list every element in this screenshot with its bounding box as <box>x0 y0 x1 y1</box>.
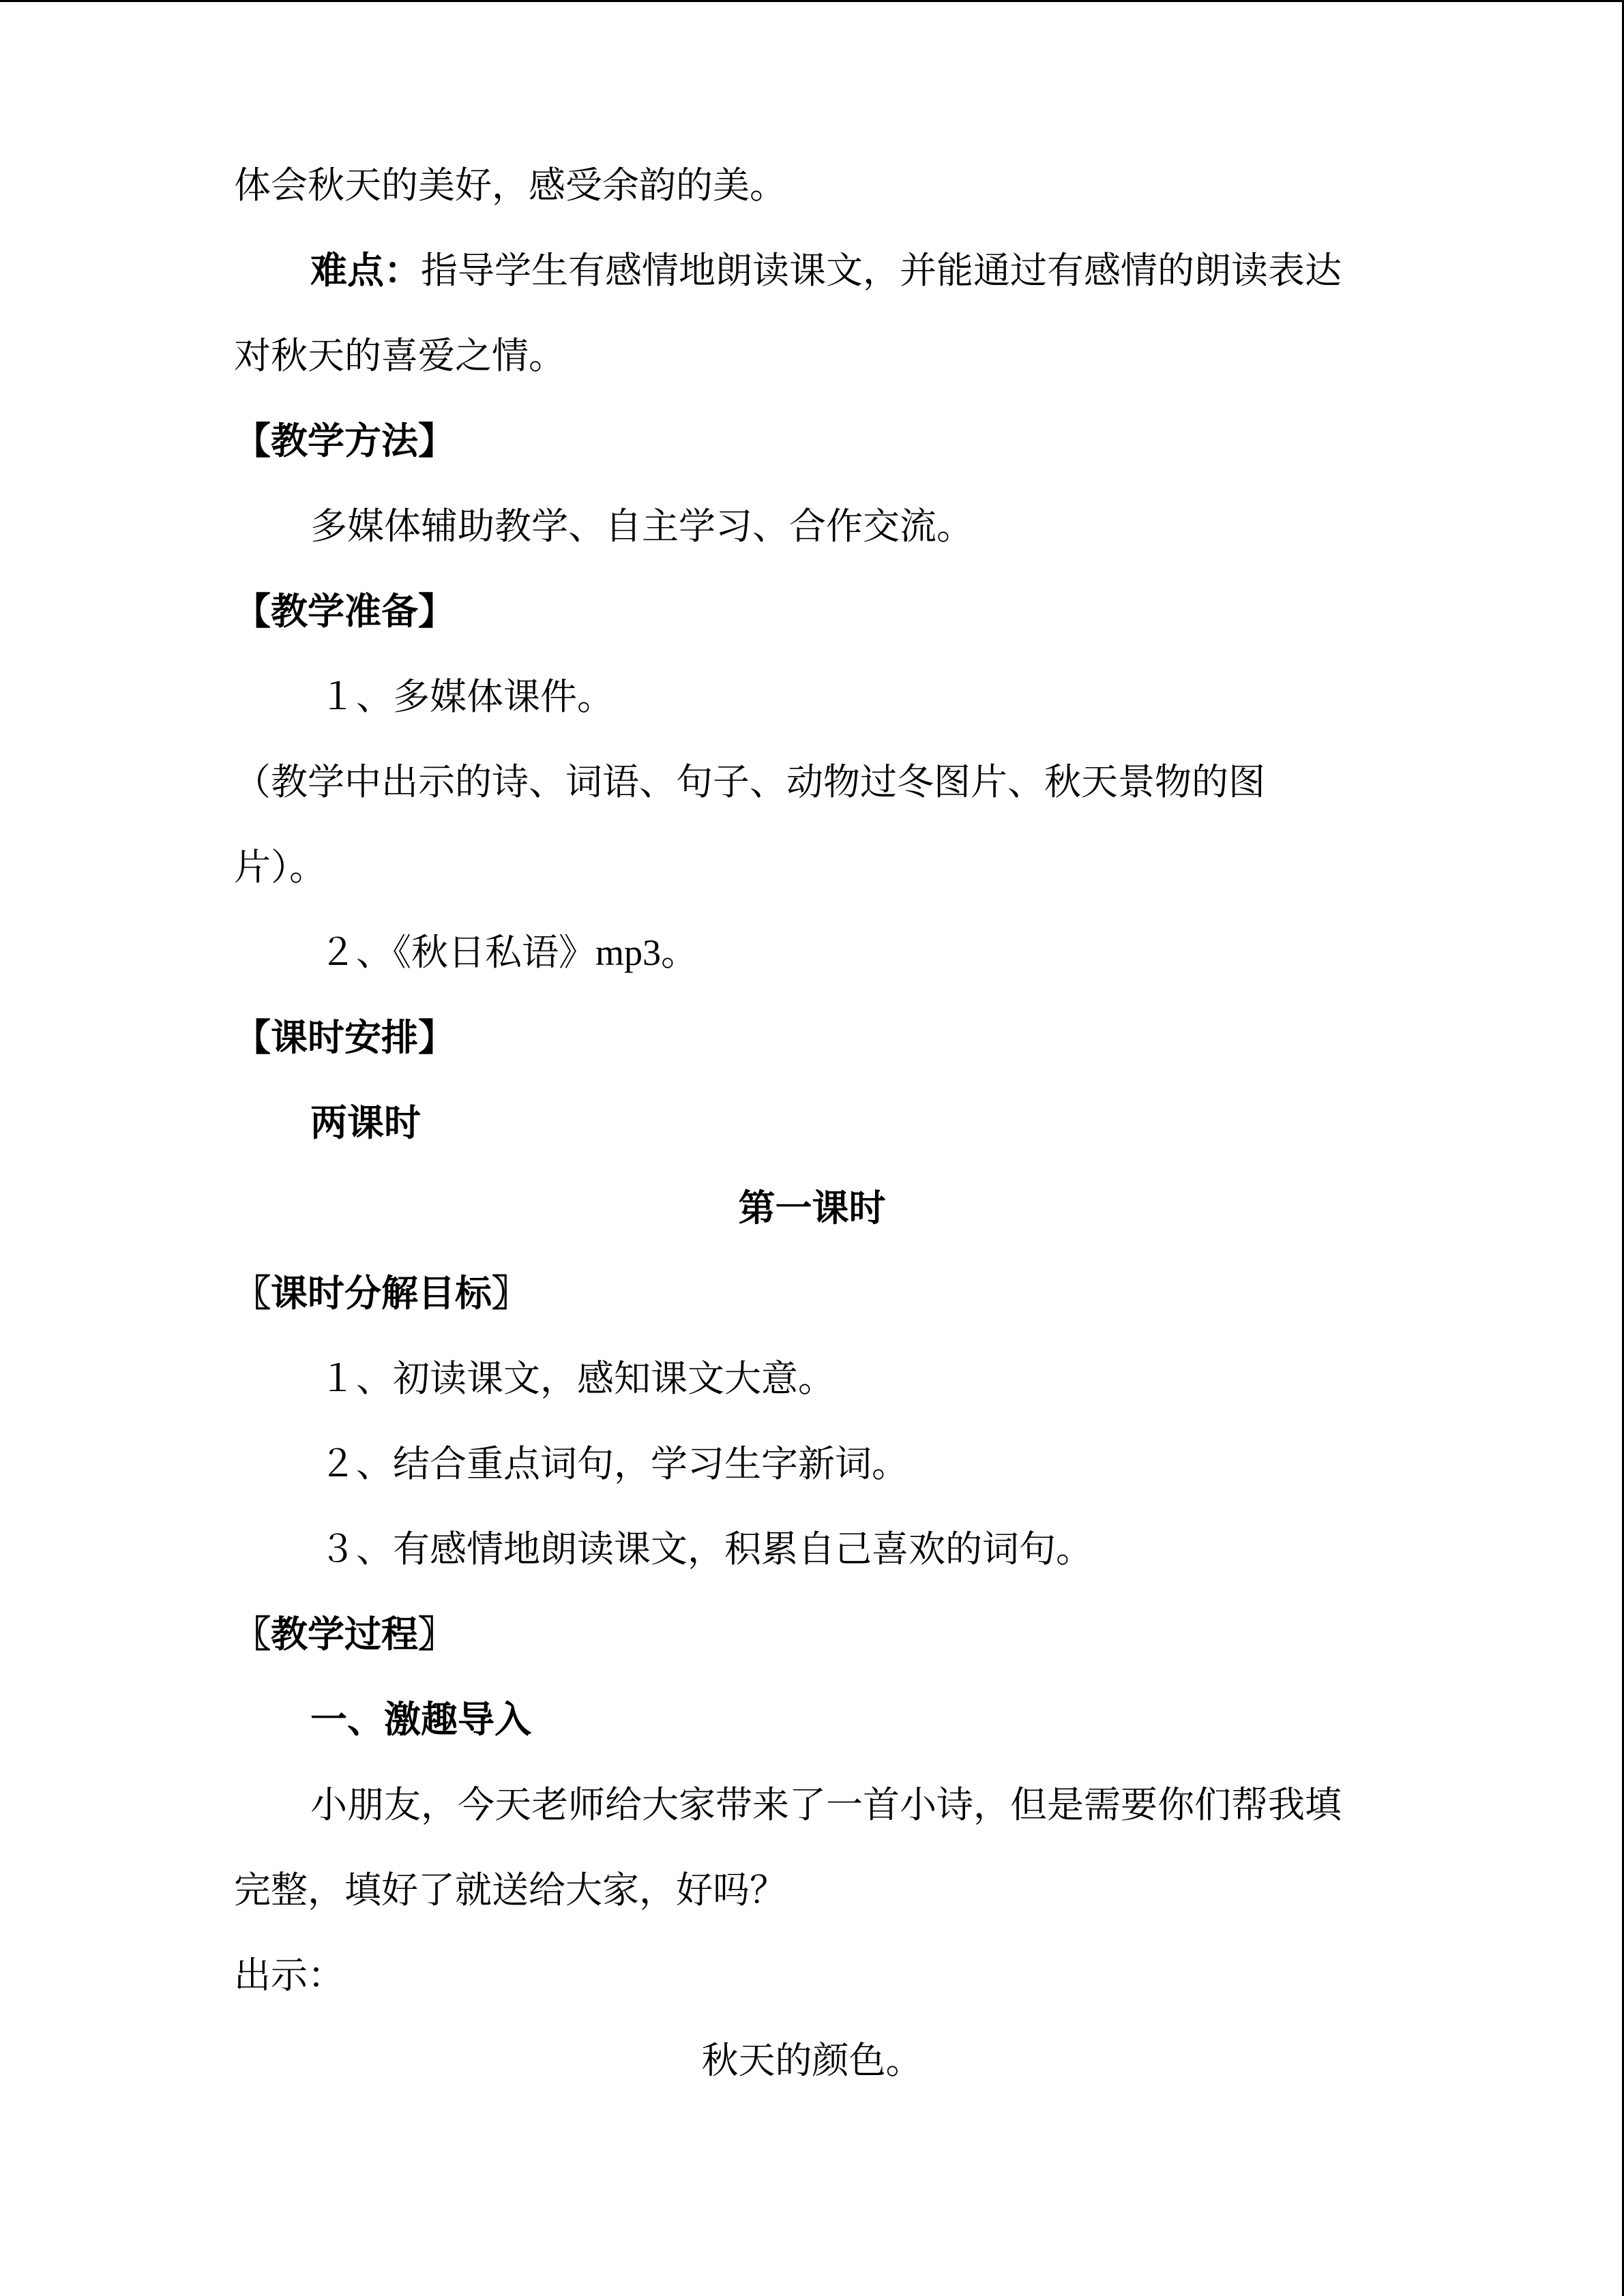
preparation-item-1-note-line2: 片）。 <box>234 847 326 888</box>
intro-line2: 完整，填好了就送给大家，好吗？ <box>234 1870 786 1911</box>
page-top-border <box>0 0 1624 2</box>
lesson-one-title: 第一课时 <box>738 1188 886 1229</box>
methods-heading: 【教学方法】 <box>234 421 455 462</box>
goal-item-2: ２、结合重点词句，学习生字新词。 <box>319 1444 909 1485</box>
preparation-item-1: １、多媒体课件。 <box>319 676 614 717</box>
document-body <box>234 143 1390 2104</box>
goal-item-3: ３、有感情地朗读课文，积累自己喜欢的词句。 <box>319 1529 1093 1570</box>
schedule-content: 两课时 <box>310 1103 421 1144</box>
difficulty-label: 难点： <box>310 250 421 291</box>
difficulty-text-line1: 指导学生有感情地朗读课文，并能通过有感情的朗读表达 <box>421 250 1342 291</box>
step-one-heading: 一、激趣导入 <box>310 1699 531 1740</box>
preparation-heading: 【教学准备】 <box>234 591 455 632</box>
poem-title: 秋天的颜色。 <box>701 2040 923 2081</box>
intro-line1: 小朋友，今天老师给大家带来了一首小诗，但是需要你们帮我填 <box>310 1785 1342 1825</box>
preparation-item-2: ２、《秋日私语》mp3。 <box>319 932 698 973</box>
goals-heading: 〖课时分解目标〗 <box>234 1273 529 1314</box>
preparation-item-1-note-line1: （教学中出示的诗、词语、句子、动物过冬图片、秋天景物的图 <box>234 762 1265 803</box>
process-heading: 〖教学过程〗 <box>234 1614 455 1655</box>
methods-content: 多媒体辅助教学、自主学习、合作交流。 <box>310 506 973 547</box>
objective-continuation: 体会秋天的美好，感受余韵的美。 <box>234 165 786 206</box>
show-label: 出示： <box>234 1955 344 1996</box>
goal-item-1: １、初读课文，感知课文大意。 <box>319 1358 835 1399</box>
difficulty-text-line2: 对秋天的喜爱之情。 <box>234 336 565 376</box>
difficulty-paragraph <box>234 228 1390 314</box>
schedule-heading: 【课时安排】 <box>234 1017 455 1058</box>
